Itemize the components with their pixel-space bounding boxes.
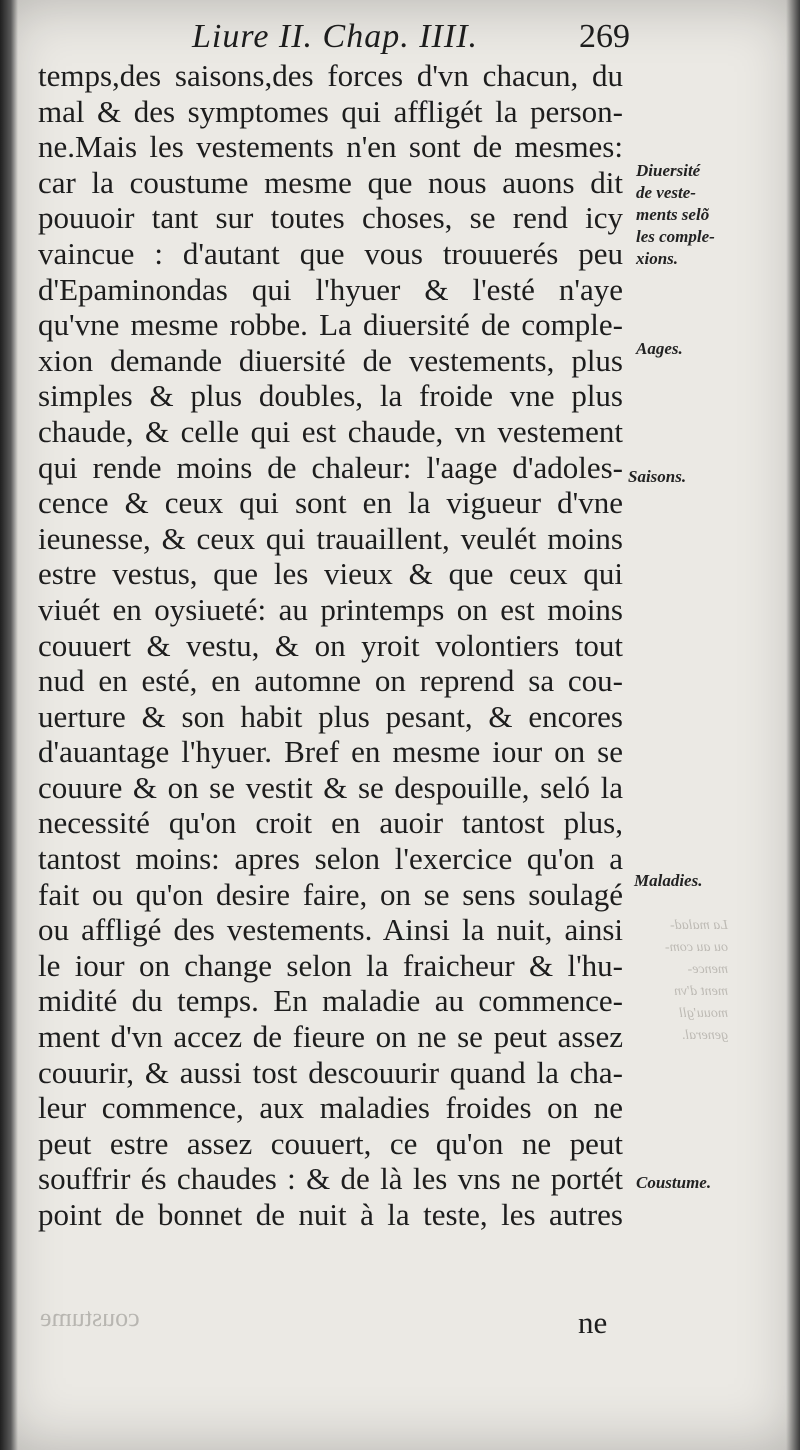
catchword: ne <box>578 1305 608 1340</box>
text-line: tantost moins: apres selon l'exercice qu'on a <box>38 841 623 877</box>
sidenote-aages <box>636 338 736 360</box>
text-line: qu'vne mesme robbe. La diuersité de comple- <box>38 307 623 343</box>
text-line: viuét en oysiueté: au printemps on est moins <box>38 591 623 627</box>
text-line: vaincue : d'autant que vous trouuerés peu <box>38 235 623 271</box>
sidenote-line: Diuersité <box>636 161 701 180</box>
text-line: leur commence, aux maladies froides on ne <box>38 1090 623 1126</box>
faint-line: La malad- <box>670 918 728 933</box>
page-header <box>160 18 630 58</box>
text-line: xion demande diuersité de vestements, plus <box>38 342 623 378</box>
text-line: simples & plus doubles, la froide vne plus <box>38 378 623 414</box>
text-line: point de bonnet de nuit à la teste, les autres <box>38 1197 623 1232</box>
sidenote-line: ments selõ <box>636 205 710 224</box>
text-line: fait ou qu'on desire faire, on se sens soulagé <box>38 876 623 912</box>
sidenote-line: de veste- <box>636 183 696 202</box>
show-through-text: coustume <box>40 1303 140 1332</box>
text-line: cence & ceux qui sont en la vigueur d'vne <box>38 485 623 521</box>
sidenote-line: Coustume. <box>636 1173 712 1192</box>
text-line: pouuoir tant sur toutes choses, se rend icy <box>38 200 623 236</box>
text-line: uerture & son habit plus pesant, & encores <box>38 698 623 734</box>
text-line: d'Epaminondas qui l'hyuer & l'esté n'aye <box>38 271 623 307</box>
body-text <box>38 58 623 1233</box>
text-line: couuert & vestu, & on yroit volontiers tout <box>38 627 623 663</box>
text-line: ieunesse, & ceux qui trauaillent, veulét moins <box>38 520 623 556</box>
text-line: midité du temps. En maladie au commence- <box>38 983 623 1019</box>
text-line: necessité qu'on croit en auoir tantost plus, <box>38 805 623 841</box>
sidenote-line: Saisons. <box>628 467 687 486</box>
sidenote-line: xions. <box>636 249 679 268</box>
page-edge-shadow <box>786 0 800 1450</box>
text-line: peut estre assez couuert, ce qu'on ne peut <box>38 1125 623 1161</box>
text-line: chaude, & celle qui est chaude, vn vestement <box>38 413 623 449</box>
sidenote-saisons <box>628 466 728 488</box>
text-line: d'auantage l'hyuer. Bref en mesme iour on se <box>38 734 623 770</box>
page-gutter-shadow <box>0 0 18 1450</box>
text-line: car la coustume mesme que nous auons dit <box>38 164 623 200</box>
faint-line: ou au com- <box>665 940 728 955</box>
text-line: temps,des saisons,des forces d'vn chacun, du <box>38 58 623 93</box>
sidenote-line: les comple- <box>636 227 715 246</box>
text-line: ne.Mais les vestements n'en sont de mesmes: <box>38 129 623 165</box>
text-line: estre vestus, que les vieux & que ceux qui <box>38 556 623 592</box>
text-line: nud en esté, en automne on reprend sa cou- <box>38 663 623 699</box>
sidenote-maladies <box>634 870 744 892</box>
sidenote-coustume <box>636 1172 746 1194</box>
faint-line: general. <box>681 1028 728 1043</box>
text-line: couure & on se vestit & se despouille, seló la <box>38 769 623 805</box>
text-line: mal & des symptomes qui affligét la person- <box>38 93 623 129</box>
page-number: 269 <box>579 18 630 55</box>
text-line: ou affligé des vestements. Ainsi la nuit, ainsi <box>38 912 623 948</box>
show-through-marginalia <box>638 915 728 1047</box>
text-line: couurir, & aussi tost descouurir quand la cha- <box>38 1054 623 1090</box>
text-line: qui rende moins de chaleur: l'aage d'adoles- <box>38 449 623 485</box>
sidenote-line: Aages. <box>636 339 683 358</box>
faint-line: ment d'vn <box>674 984 728 999</box>
sidenote-line: Maladies. <box>634 871 703 890</box>
faint-line: mence- <box>687 962 728 977</box>
text-line: souffrir és chaudes : & de là les vns ne portét <box>38 1161 623 1197</box>
sidenote-diuersite <box>636 160 746 270</box>
faint-line: mouu'gll <box>679 1006 728 1021</box>
running-head: Liure II. Chap. IIII. <box>192 18 479 55</box>
text-line: le iour on change selon la fraicheur & l'hu- <box>38 947 623 983</box>
text-line: ment d'vn accez de fieure on ne se peut assez <box>38 1019 623 1055</box>
